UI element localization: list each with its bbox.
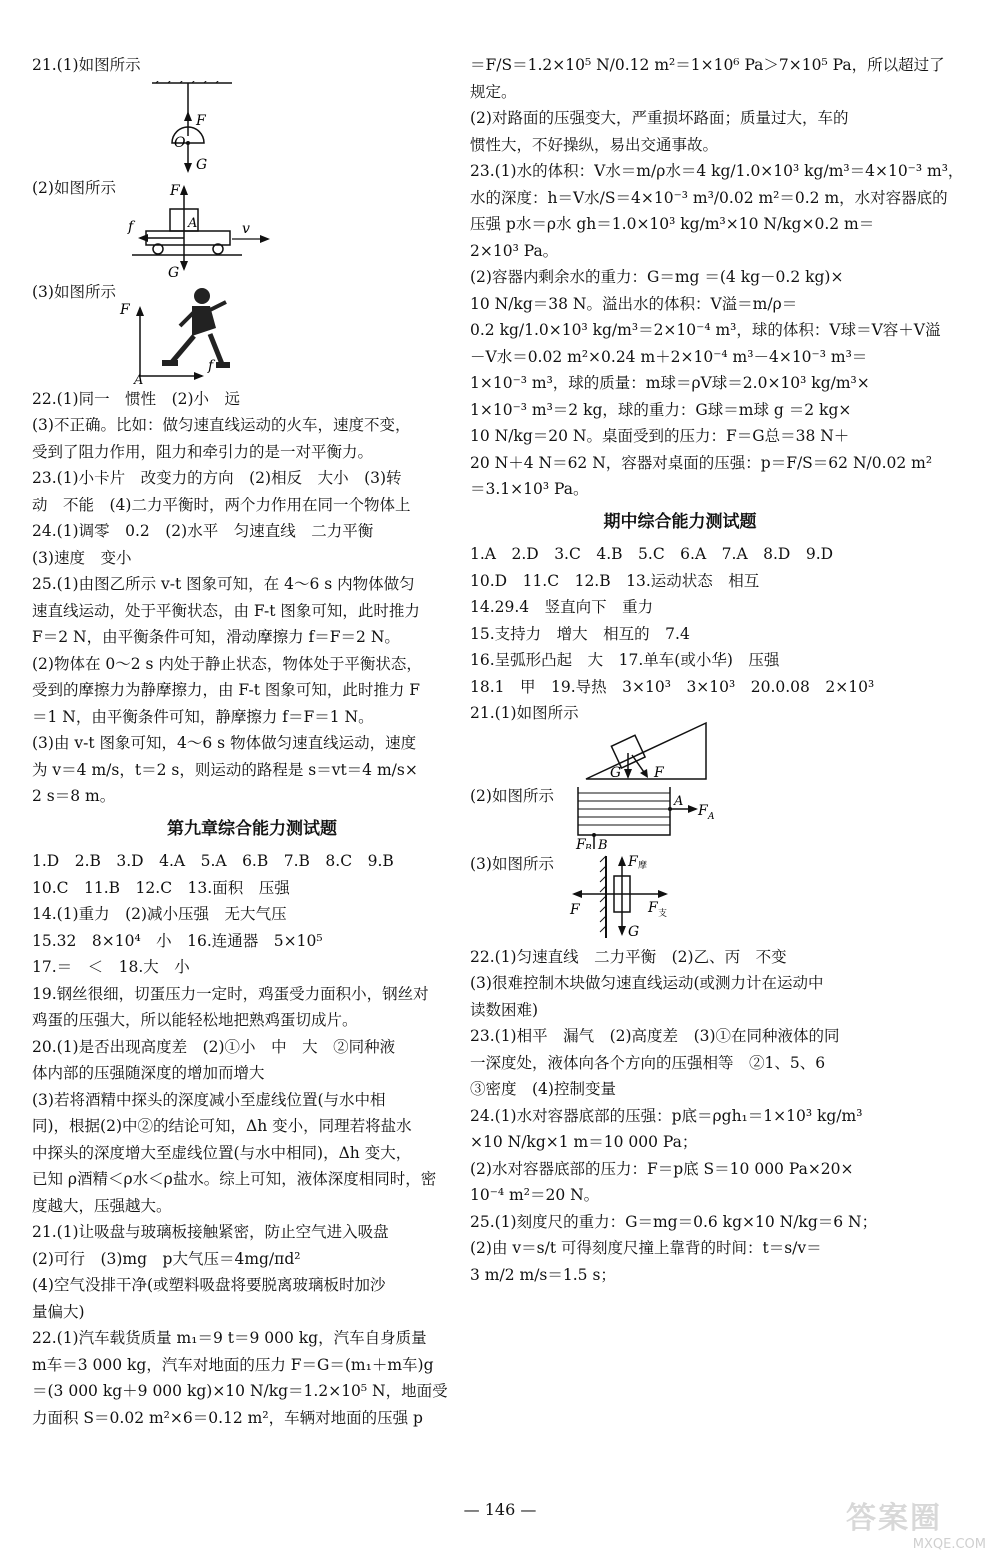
text-line: (3)不正确。比如：做匀速直线运动的火车，速度不变， bbox=[32, 416, 411, 434]
left-column bbox=[32, 52, 472, 1431]
right-q21-2: (2)如图所示 bbox=[470, 786, 554, 805]
text-line: 1.D 2.B 3.D 4.A 5.A 6.B 7.B 8.C 9.B bbox=[32, 852, 394, 870]
text-line: (2)对路面的压强变大，严重损坏路面；质量过大，车的 bbox=[470, 109, 849, 127]
label-Fzhi-sub: 支 bbox=[658, 908, 668, 919]
left-answers bbox=[32, 386, 472, 810]
text-line: 10.D 11.C 12.B 13.运动状态 相互 bbox=[470, 571, 760, 590]
text-line: 14.(1)重力 (2)减小压强 无大气压 bbox=[32, 905, 287, 923]
watermark-logo bbox=[846, 1493, 986, 1552]
text-line: 23.(1)水的体积：V水＝m/ρ水＝4 kg/1.0×10³ kg/m³＝4×10⁻³ m³， bbox=[470, 162, 964, 180]
watermark-sub: MXQE.COM bbox=[912, 1537, 986, 1552]
text-line: 22.(1)匀速直线 二力平衡 (2)乙、丙 不变 bbox=[470, 947, 787, 966]
text-line: 16.呈弧形凸起 大 17.单车(或小华) 压强 bbox=[470, 651, 780, 669]
cart-diagram bbox=[32, 181, 292, 277]
label-A: A bbox=[674, 794, 684, 809]
runner-diagram bbox=[32, 284, 292, 384]
label-G: G bbox=[196, 156, 208, 173]
text-line: 15.32 8×10⁴ 小 16.连通器 5×10⁵ bbox=[32, 931, 323, 950]
label-F: F bbox=[120, 301, 130, 318]
midterm-answers bbox=[470, 541, 890, 700]
text-line: 24.(1)水对容器底部的压强：p底＝ρgh₁＝1×10³ kg/m³ bbox=[470, 1106, 863, 1125]
text-line: 已知 ρ酒精＜ρ水＜ρ盐水。综上可知，液体深度相同时，密 bbox=[32, 1170, 437, 1188]
text-line: 惯性大，不好操纵，易出交通事故。 bbox=[470, 135, 719, 154]
label-FA: F bbox=[698, 803, 708, 819]
figure-runner bbox=[32, 284, 472, 384]
text-line: 25.(1)刻度尺的重力：G＝mg＝0.6 kg×10 N/kg＝6 N； bbox=[470, 1212, 878, 1231]
text-line: 2×10³ Pa。 bbox=[470, 241, 559, 260]
hanging-object-diagram bbox=[32, 81, 272, 173]
label-FB-sub: B bbox=[585, 844, 592, 849]
text-line: 受到的摩擦力为静摩擦力，由 F-t 图象可知，此时推力 F bbox=[32, 681, 421, 699]
right-q21-1: 21.(1)如图所示 bbox=[470, 704, 579, 722]
text-line: 压强 p水＝ρ水 gh＝1.0×10³ kg/m³×10 N/kg×0.2 m＝ bbox=[470, 215, 875, 233]
text-line: 动 不能 (4)二力平衡时，两个力作用在同一个物体上 bbox=[32, 495, 411, 514]
figure-hanging-object bbox=[32, 81, 472, 173]
text-line: 为 v＝4 m/s，t＝2 s，则运动的路程是 s＝vt＝4 m/s× bbox=[32, 760, 418, 779]
text-line: ＝(3 000 kg＋9 000 kg)×10 N/kg＝1.2×10⁵ N，地面受 bbox=[32, 1382, 448, 1400]
label-v: v bbox=[242, 221, 250, 237]
text-line: 力面积 S＝0.02 m²×6＝0.12 m²，车辆对地面的压强 p bbox=[32, 1408, 423, 1427]
label-G: G bbox=[168, 265, 180, 277]
text-line: 24.(1)调零 0.2 (2)水平 匀速直线 二力平衡 bbox=[32, 522, 374, 540]
text-line: 体内部的压强随深度的增加而增大 bbox=[32, 1064, 265, 1082]
label-F: F bbox=[570, 901, 580, 918]
label-A: A bbox=[188, 216, 198, 231]
text-line: 23.(1)相平 漏气 (2)高度差 (3)①在同种液体的同 bbox=[470, 1027, 840, 1045]
label-G: G bbox=[610, 764, 622, 781]
text-line: ＝3.1×10³ Pa。 bbox=[470, 480, 589, 498]
left-q21-1: 21.(1)如图所示 bbox=[32, 56, 141, 74]
text-line: 19.钢丝很细，切蛋压力一定时，鸡蛋受力面积小，钢丝对 bbox=[32, 984, 429, 1003]
page-number: — 146 — bbox=[463, 1500, 537, 1519]
text-line: m车＝3 000 kg，汽车对地面的压力 F＝G＝(m₁＋m车)g bbox=[32, 1355, 434, 1374]
label-F: F bbox=[654, 764, 664, 781]
left-q21-2: (2)如图所示 bbox=[32, 178, 116, 197]
text-line: 鸡蛋的压强大，所以能轻松地把熟鸡蛋切成片。 bbox=[32, 1011, 358, 1029]
text-line: (3)由 v-t 图象可知，4～6 s 物体做匀速直线运动，速度 bbox=[32, 734, 417, 752]
text-line: 3 m/2 m/s＝1.5 s； bbox=[470, 1265, 616, 1284]
text-line: F＝2 N，由平衡条件可知，滑动摩擦力 f＝F＝2 N。 bbox=[32, 628, 400, 646]
figure-wall-block bbox=[470, 854, 890, 942]
container-diagram bbox=[470, 785, 730, 849]
text-line: (3)速度 变小 bbox=[32, 548, 132, 567]
text-line: 同)，根据(2)中②的结论可知，Δh 变小，同理若将盐水 bbox=[32, 1117, 412, 1135]
right-answers-c bbox=[470, 944, 890, 1289]
section-title-midterm: 期中综合能力测试题 bbox=[603, 511, 757, 532]
label-Fzhi: F bbox=[648, 899, 658, 916]
label-B: B bbox=[598, 838, 608, 849]
label-f: f bbox=[128, 219, 134, 235]
text-line: 10 N/kg＝20 N。桌面受到的压力：F＝G总＝38 N＋ bbox=[470, 427, 850, 445]
text-line: 读数困难) bbox=[470, 1000, 539, 1019]
text-line: 22.(1)汽车载货质量 m₁＝9 t＝9 000 kg，汽车自身质量 bbox=[32, 1329, 427, 1347]
text-line: 一深度处，液体向各个方向的压强相等 ②1、5、6 bbox=[470, 1053, 826, 1072]
label-FB: F bbox=[576, 837, 586, 849]
text-line: 15.支持力 增大 相互的 7.4 bbox=[470, 624, 690, 643]
text-line: ③密度 (4)控制变量 bbox=[470, 1080, 616, 1098]
right-answers-a bbox=[470, 52, 964, 503]
text-line: 规定。 bbox=[470, 82, 517, 101]
text-line: (4)空气没排干净(或塑料吸盘将要脱离玻璃板时加沙 bbox=[32, 1276, 386, 1294]
text-line: ×10 N/kg×1 m＝10 000 Pa； bbox=[470, 1133, 698, 1151]
right-column bbox=[470, 52, 964, 1288]
text-line: 20.(1)是否出现高度差 (2)①小 中 大 ②同种液 bbox=[32, 1037, 396, 1056]
text-line: 20 N＋4 N＝62 N，容器对桌面的压强：p＝F/S＝62 N/0.02 m² bbox=[470, 453, 933, 472]
text-line: 1×10⁻³ m³＝2 kg，球的重力：G球＝m球 g ＝2 kg× bbox=[470, 400, 852, 419]
text-line: 受到了阻力作用，阻力和牵引力的是一对平衡力。 bbox=[32, 442, 374, 461]
text-line: (3)很难控制木块做匀速直线运动(或测力计在运动中 bbox=[470, 974, 824, 992]
text-line: (3)若将酒精中探头的深度减小至虚线位置(与水中相 bbox=[32, 1090, 386, 1109]
label-A: A bbox=[134, 372, 144, 384]
text-line: 23.(1)小卡片 改变力的方向 (2)相反 大小 (3)转 bbox=[32, 469, 402, 487]
text-line: 中探头的深度增大至虚线位置(与水中相同)，Δh 变大， bbox=[32, 1143, 412, 1162]
label-Fmo: F bbox=[628, 853, 638, 870]
text-line: 1×10⁻³ m³，球的质量：m球＝ρV球＝2.0×10³ kg/m³× bbox=[470, 374, 870, 392]
wall-block-diagram bbox=[470, 854, 730, 942]
text-line: 17.＝ ＜ 18.大 小 bbox=[32, 958, 190, 976]
text-line: 21.(1)让吸盘与玻璃板接触紧密，防止空气进入吸盘 bbox=[32, 1223, 389, 1241]
text-line: (2)由 v＝s/t 可得刻度尺撞上靠背的时间：t＝s/v＝ bbox=[470, 1239, 822, 1257]
label-F: F bbox=[170, 183, 180, 199]
text-line: 量偏大) bbox=[32, 1302, 85, 1321]
watermark-main: 答案圈 bbox=[846, 1501, 942, 1536]
left-q21-3: (3)如图所示 bbox=[32, 283, 116, 301]
text-line: (2)容器内剩余水的重力：G＝mg ＝(4 kg－0.2 kg)× bbox=[470, 268, 844, 286]
text-line: 25.(1)由图乙所示 v-t 图象可知，在 4～6 s 内物体做匀 bbox=[32, 575, 415, 593]
label-Fmo-sub: 摩 bbox=[638, 860, 648, 871]
text-line: ＝1 N，由平衡条件可知，静摩擦力 f＝F＝1 N。 bbox=[32, 707, 374, 726]
text-line: 10⁻⁴ m²＝20 N。 bbox=[470, 1186, 600, 1204]
text-line: 0.2 kg/1.0×10³ kg/m³＝2×10⁻⁴ m³，球的体积：V球＝V容＋V溢 bbox=[470, 321, 941, 339]
text-line: －V水＝0.02 m²×0.24 m＋2×10⁻⁴ m³－4×10⁻³ m³＝ bbox=[470, 347, 868, 366]
text-line: 14.29.4 竖直向下 重力 bbox=[470, 598, 654, 616]
label-FA-sub: A bbox=[708, 812, 715, 822]
text-line: (2)可行 (3)mg p大气压＝4mg/πd² bbox=[32, 1249, 301, 1268]
text-line: 18.1 甲 19.导热 3×10³ 3×10³ 20.0.08 2×10³ bbox=[470, 677, 875, 696]
label-F: F bbox=[196, 112, 206, 129]
label-O: O bbox=[174, 134, 186, 151]
label-G: G bbox=[628, 923, 640, 940]
text-line: (2)物体在 0～2 s 内处于静止状态，物体处于平衡状态， bbox=[32, 654, 422, 673]
text-line: 10 N/kg＝38 N。溢出水的体积：V溢＝m/ρ＝ bbox=[470, 294, 798, 313]
text-line: 1.A 2.D 3.C 4.B 5.C 6.A 7.A 8.D 9.D bbox=[470, 545, 834, 563]
figure-incline bbox=[470, 719, 890, 781]
figure-cart bbox=[32, 181, 472, 277]
text-line: ＝F/S＝1.2×10⁵ N/0.12 m²＝1×10⁶ Pa＞7×10⁵ Pa，所以超过了 bbox=[470, 56, 945, 74]
text-line: 2 s＝8 m。 bbox=[32, 787, 116, 805]
figure-container bbox=[470, 785, 890, 849]
text-line: 22.(1)同一 惯性 (2)小 远 bbox=[32, 389, 241, 408]
label-f: f bbox=[208, 357, 214, 374]
text-line: (2)水对容器底部的压力：F＝p底 S＝10 000 Pa×20× bbox=[470, 1159, 854, 1178]
text-line: 水的深度：h＝V水/S＝4×10⁻³ m³/0.02 m²＝0.2 m，水对容器底的 bbox=[470, 188, 948, 207]
text-line: 度越大，压强越大。 bbox=[32, 1196, 172, 1215]
section-title-chapter9: 第九章综合能力测试题 bbox=[167, 818, 337, 839]
chapter9-answers bbox=[32, 848, 472, 1431]
incline-diagram bbox=[470, 719, 730, 781]
text-line: 速直线运动，处于平衡状态，由 F-t 图象可知，此时推力 bbox=[32, 601, 420, 620]
text-line: 10.C 11.B 12.C 13.面积 压强 bbox=[32, 878, 290, 897]
right-q21-3: (3)如图所示 bbox=[470, 855, 554, 873]
